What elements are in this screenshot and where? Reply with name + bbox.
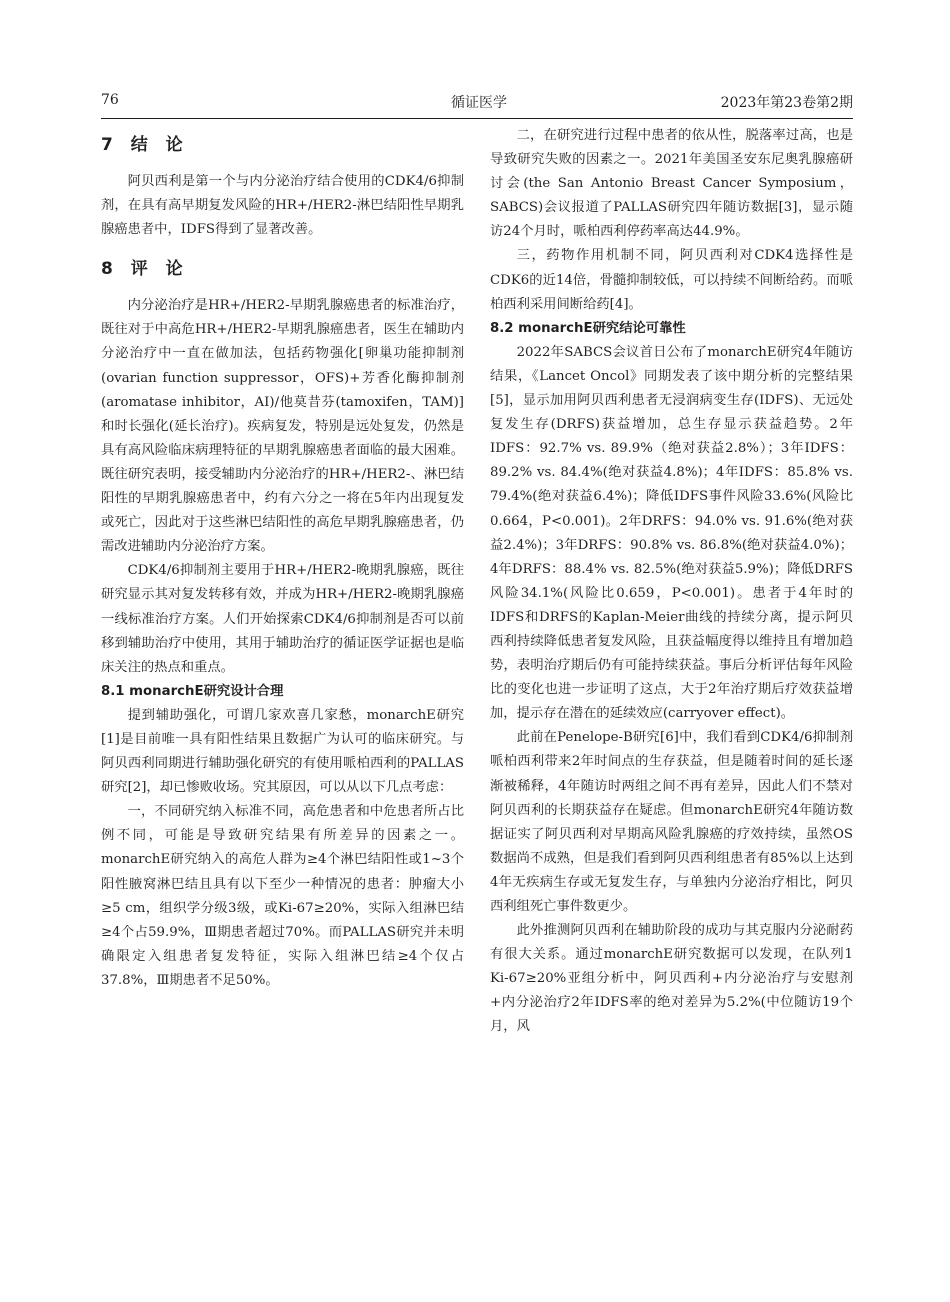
- section-8-paragraph-2: CDK4/6抑制剂主要用于HR+/HER2-晚期乳腺癌，既往研究显示其对复发转移有效，并成为HR+/HER2-晚期乳腺癌一线标准治疗方案。人们开始探索CDK4/6抑制剂是否可以前移到辅助治疗中使用，其用于辅助治疗的循证医学证据也是临床关注的热点和重点。: [101, 563, 464, 675]
- issue-info: 2023年第23卷第2期: [720, 95, 853, 111]
- subsection-8-1-paragraph-1: 提到辅助强化，可谓几家欢喜几家愁，monarchE研究[1]是目前唯一具有阳性结果且数据广为认可的临床研究。与阿贝西利同期进行辅助强化研究的有使用哌柏西利的PALLAS研究[2]，却已惨败收场。究其原因，可以从以下几点考虑：: [101, 707, 464, 796]
- subsection-8-2-paragraph-1: 2022年SABCS会议首日公布了monarchE研究4年随访结果，《Lancet Oncol》同期发表了该中期分析的完整结果[5]，显示加用阿贝西利患者无浸润病变生存(IDFS)、无远处复发生存(DRFS)获益增加，总生存显示获益趋势。2年IDFS：92.7% vs. 89.9%（绝对获益2.8%）；3年IDFS：89.2% vs. 84.4%(绝对获益4.8%)；4年IDFS：85.8% vs. 79.4%(绝对获益6.4%)；降低IDFS事件风险33.6%(风险比0.664，P<0.001)。2年DRFS：94.0% vs. 91.6%(绝对获益2.4%)；3年DRFS：90.8% vs. 86.8%(绝对获益4.0%)；4年DRFS：88.4% vs. 82.5%(绝对获益5.9%)；降低DRFS风险34.1%(风险比0.659，P<0.001)。患者于4年时的IDFS和DRFS的Kaplan-Meier曲线的持续分离，提示阿贝西利持续降低患者复发风险，且获益幅度得以维持且有增加趋势，表明治疗期后仍有可能持续获益。事后分析评估每年风险比的变化也进一步证明了这点，大于2年治疗期后疗效获益增加，提示存在潜在的延续效应(carryover effect)。: [490, 344, 853, 722]
- section-8-heading: 8 评 论: [101, 259, 189, 280]
- subsection-8-2-heading: 8.2 monarchE研究结论可靠性: [490, 320, 686, 336]
- section-7-heading: 7 结 论: [101, 135, 189, 155]
- subsection-8-2-paragraph-2: 此前在Penelope-B研究[6]中，我们看到CDK4/6抑制剂哌柏西利带来2年时间点的生存获益，但是随着时间的延长逐渐被稀释，4年随访时两组之间不再有差异，因此人们不禁对阿贝西利的长期获益存在疑虑。但monarchE研究4年随访数据证实了阿贝西利对早期高风险乳腺癌的疗效持续，虽然OS数据尚不成熟，但是我们看到阿贝西利组患者有85%以上达到4年无疾病生存或无复发生存，与单独内分泌治疗相比，阿贝西利组死亡事件数更少。: [490, 730, 853, 914]
- page-header: [101, 92, 853, 114]
- subsection-8-1-paragraph-2: 一，不同研究纳入标准不同，高危患者和中危患者所占比例不同，可能是导致研究结果有所差异的因素之一。monarchE研究纳入的高危人群为≥4个淋巴结阳性或1~3个阳性腋窝淋巴结且具有以下至少一种情况的患者：肿瘤大小≥5 cm，组织学分级3级，或Ki-67≥20%，实际入组淋巴结≥4个占59.9%，Ⅲ期患者超过70%。而PALLAS研究并未明确限定入组患者复发特征，实际入组淋巴结≥4个仅占37.8%，Ⅲ期患者不足50%。: [101, 804, 464, 988]
- right-column: [490, 124, 853, 1040]
- subsection-8-1-heading: 8.1 monarchE研究设计合理: [101, 683, 284, 699]
- left-column: [101, 124, 464, 993]
- section-8-paragraph-1: 内分泌治疗是HR+/HER2-早期乳腺癌患者的标准治疗，既往对于中高危HR+/HER2-早期乳腺癌患者，医生在辅助内分泌治疗中一直在做加法，包括药物强化[卵巢功能抑制剂(ovarian function suppressor，OFS)+芳香化酶抑制剂(aromatase inhibitor，AI)/他莫昔芬(tamoxifen，TAM)]和时长强化(延长治疗)。疾病复发，特别是远处复发，仍然是具有高风险临床病理特征的早期乳腺癌患者面临的最大困难。既往研究表明，接受辅助内分泌治疗的HR+/HER2-、淋巴结阳性的早期乳腺癌患者中，约有六分之一将在5年内出现复发或死亡，因此对于这些淋巴结阳性的高危早期乳腺癌患者，仍需改进辅助内分泌治疗方案。: [101, 298, 464, 555]
- header-rule: [101, 118, 853, 119]
- journal-name: 循证医学: [451, 95, 507, 111]
- continued-paragraph-1: 二，在研究进行过程中患者的依从性，脱落率过高，也是导致研究失败的因素之一。2021年美国圣安东尼奥乳腺癌研讨会(the San Antonio Breast Cancer Symposium，SABCS)会议报道了PALLAS研究四年随访数据[3]，显示随访24个月时，哌柏西利停药率高达44.9%。: [490, 128, 853, 240]
- section-7-paragraph: 阿贝西利是第一个与内分泌治疗结合使用的CDK4/6抑制剂，在具有高早期复发风险的HR+/HER2-淋巴结阳性早期乳腺癌患者中，IDFS得到了显著改善。: [101, 174, 464, 238]
- continued-paragraph-2: 三，药物作用机制不同，阿贝西利对CDK4选择性是CDK6的近14倍，骨髓抑制较低，可以持续不间断给药。而哌柏西利采用间断给药[4]。: [490, 248, 853, 312]
- subsection-8-2-paragraph-3: 此外推测阿贝西利在辅助阶段的成功与其克服内分泌耐药有很大关系。通过monarchE研究数据可以发现，在队列1 Ki-67≥20%亚组分析中，阿贝西利+内分泌治疗与安慰剂+内分泌治疗2年IDFS率的绝对差异为5.2%(中位随访19个月，风: [490, 923, 853, 1035]
- page-number: 76: [101, 92, 119, 108]
